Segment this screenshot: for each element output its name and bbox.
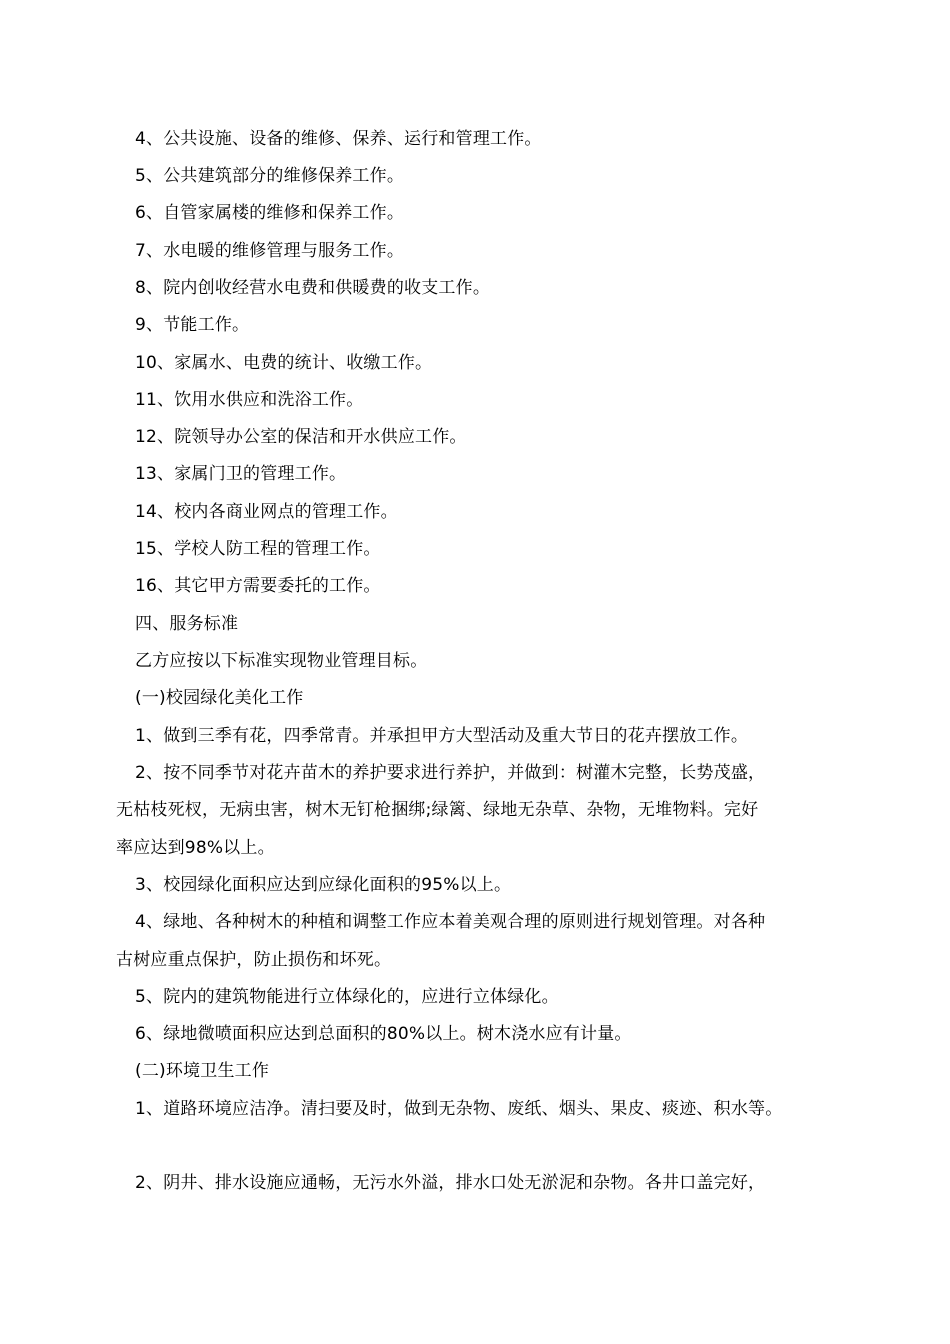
greening-item-4-line-2: 古树应重点保护，防止损伤和坏死。	[116, 950, 392, 970]
list-item-8: 8、院内创收经营水电费和供暖费的收支工作。	[135, 278, 491, 298]
greening-item-4-line-1: 4、绿地、各种树木的种植和调整工作应本着美观合理的原则进行规划管理。对各种	[135, 912, 766, 932]
list-item-13: 13、家属门卫的管理工作。	[135, 464, 347, 484]
sanitation-item-2: 2、阴井、排水设施应通畅，无污水外溢，排水口处无淤泥和杂物。各井口盖完好，	[135, 1173, 766, 1193]
list-item-11: 11、饮用水供应和洗浴工作。	[135, 390, 364, 410]
list-item-14: 14、校内各商业网点的管理工作。	[135, 502, 398, 522]
greening-item-3: 3、校园绿化面积应达到应绿化面积的95%以上。	[135, 875, 512, 895]
subsection-heading-sanitation: (二)环境卫生工作	[135, 1061, 270, 1081]
paragraph-intro: 乙方应按以下标准实现物业管理目标。	[135, 651, 428, 671]
list-item-10: 10、家属水、电费的统计、收缴工作。	[135, 353, 433, 373]
list-item-15: 15、学校人防工程的管理工作。	[135, 539, 381, 559]
subsection-heading-greening: (一)校园绿化美化工作	[135, 688, 304, 708]
greening-item-2-line-2: 无枯枝死杈，无病虫害，树木无钉枪捆绑;绿篱、绿地无杂草、杂物，无堆物料。完好	[116, 800, 759, 820]
list-item-6: 6、自管家属楼的维修和保养工作。	[135, 203, 405, 223]
greening-item-6: 6、绿地微喷面积应达到总面积的80%以上。树木浇水应有计量。	[135, 1024, 632, 1044]
greening-item-1: 1、做到三季有花，四季常青。并承担甲方大型活动及重大节日的花卉摆放工作。	[135, 726, 749, 746]
list-item-12: 12、院领导办公室的保洁和开水供应工作。	[135, 427, 467, 447]
list-item-9: 9、节能工作。	[135, 315, 250, 335]
list-item-5: 5、公共建筑部分的维修保养工作。	[135, 166, 405, 186]
sanitation-item-1: 1、道路环境应洁净。清扫要及时，做到无杂物、废纸、烟头、果皮、痰迹、积水等。	[135, 1099, 783, 1119]
list-item-7: 7、水电暖的维修管理与服务工作。	[135, 241, 405, 261]
section-heading-service-standard: 四、服务标准	[135, 614, 239, 634]
list-item-4: 4、公共设施、设备的维修、保养、运行和管理工作。	[135, 129, 542, 149]
greening-item-2-line-1: 2、按不同季节对花卉苗木的养护要求进行养护，并做到：树灌木完整，长势茂盛，	[135, 763, 766, 783]
greening-item-2-line-3: 率应达到98%以上。	[116, 838, 275, 858]
greening-item-5: 5、院内的建筑物能进行立体绿化的，应进行立体绿化。	[135, 987, 559, 1007]
list-item-16: 16、其它甲方需要委托的工作。	[135, 576, 381, 596]
